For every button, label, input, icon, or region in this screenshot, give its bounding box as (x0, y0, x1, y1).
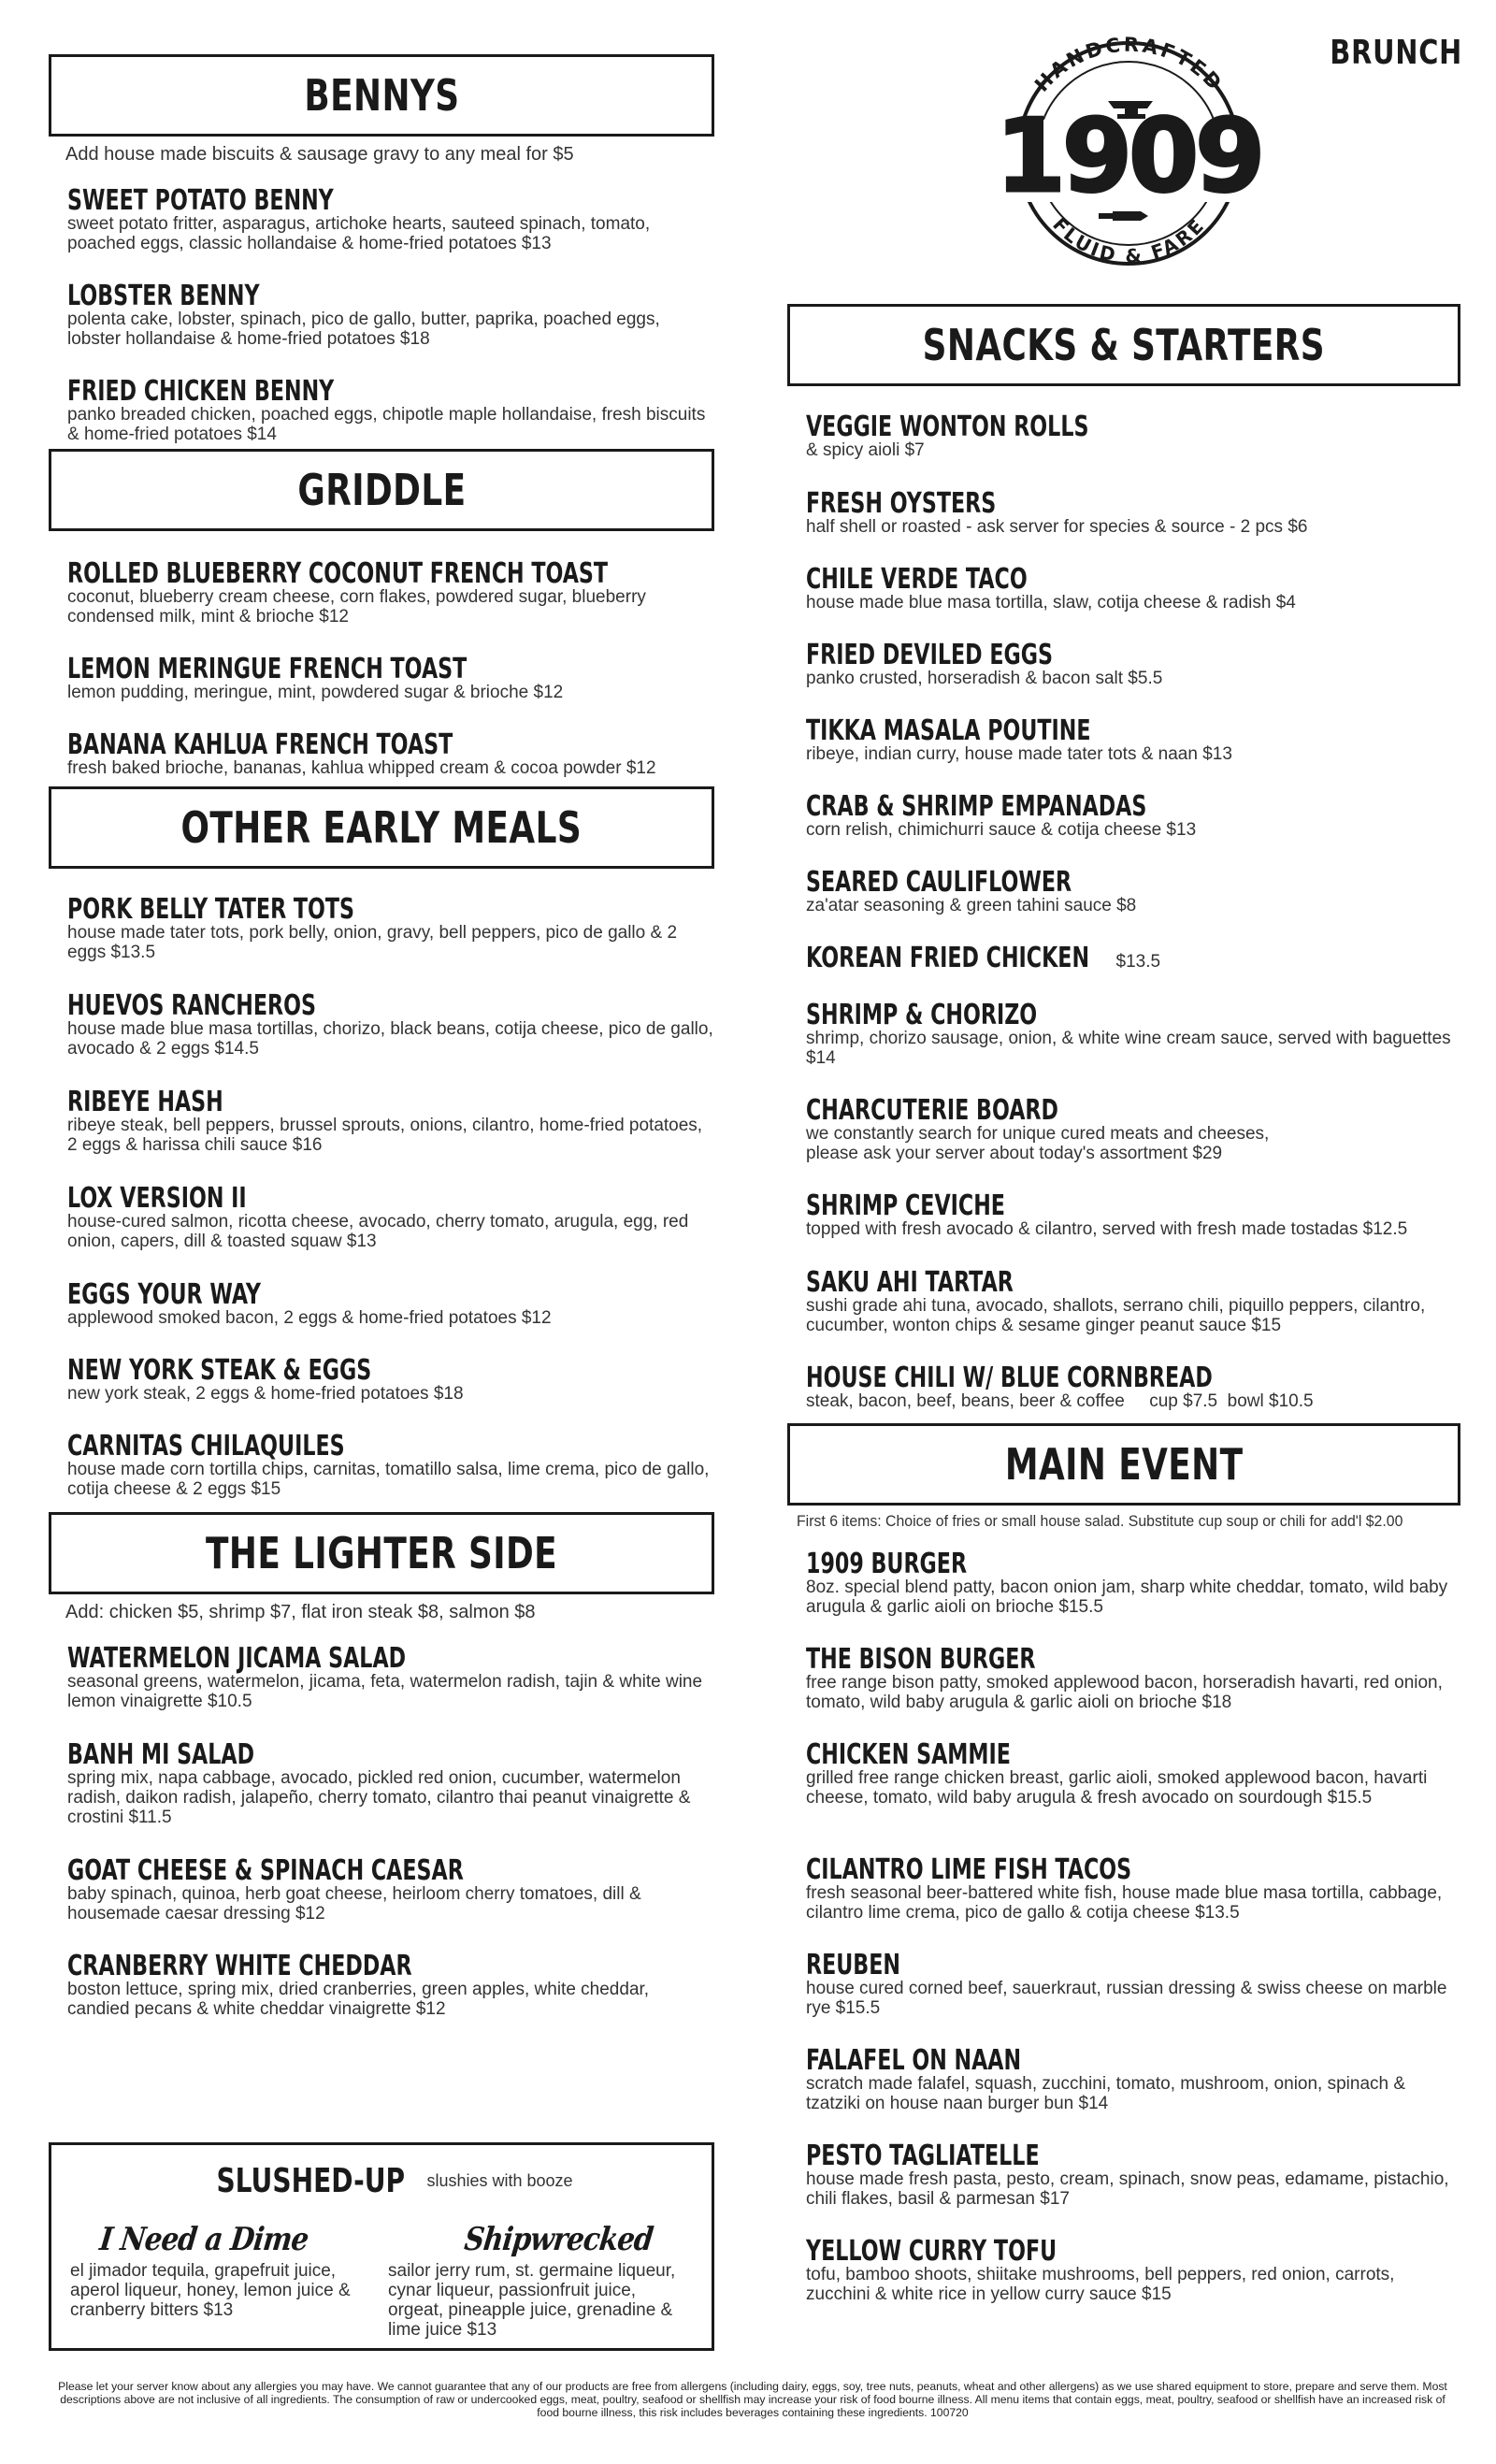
item-desc: house made blue masa tortilla, slaw, cotija cheese & radish $4 (806, 593, 1296, 612)
item-name: FRIED CHICKEN BENNY (67, 375, 335, 408)
menu-item (67, 281, 714, 377)
menu-item (806, 565, 1460, 641)
logo-top-text: HANDCRAFTED (1030, 34, 1228, 96)
item-name: RIBEYE HASH (67, 1086, 223, 1118)
item-desc: fresh seasonal beer-battered white fish, house made blue masa tortilla, cabbage, cilantro lime crema, pico de gallo & cotija cheese $13.5 (806, 1883, 1443, 1923)
item-desc: house cured corned beef, sauerkraut, russian dressing & swiss cheese on marble rye $15.5 (806, 1979, 1447, 2018)
menu-item (67, 730, 714, 786)
menu-item (806, 2237, 1460, 2312)
logo-bottom-text: FLUID & FARE (1048, 212, 1210, 268)
item-desc: 8oz. special blend patty, bacon onion jam, sharp white cheddar, tomato, wild baby arugula & garlic aioli on brioche $15.5 (806, 1578, 1448, 1617)
item-desc: grilled free range chicken breast, garlic aioli, smoked applewood bacon, havarti cheese, tomato, wild baby arugula & fresh avocado on sourdough $15.5 (806, 1768, 1428, 1808)
item-desc: & spicy aioli $7 (806, 440, 925, 460)
item-name: NEW YORK STEAK & EGGS (67, 1354, 372, 1387)
menu-item (806, 2141, 1460, 2237)
item-desc: ribeye steak, bell peppers, brussel sprouts, onions, cilantro, home-fried potatoes, 2 eggs & harissa chili sauce $16 (67, 1116, 703, 1155)
menu-type-label: BRUNCH (1330, 34, 1462, 72)
item-desc: house-cured salmon, ricotta cheese, avocado, cherry tomato, arugula, egg, red onion, capers, dill & toasted squaw $13 (67, 1212, 689, 1251)
item-desc: free range bison patty, smoked applewood bacon, horseradish havarti, red onion, tomato, wild baby arugula & garlic aioli on brioche $18 (806, 1673, 1443, 1712)
item-name: HOUSE CHILI W/ BLUE CORNBREAD (806, 1362, 1213, 1394)
item-desc: scratch made falafel, squash, zucchini, tomato, mushroom, onion, spinach & tzatziki on house naan burger bun $14 (806, 2074, 1406, 2113)
item-desc: spring mix, napa cabbage, avocado, pickled red onion, cucumber, watermelon radish, daikon radish, jalapeño, cherry tomato, cilantro thai peanut vinaigrette & crostini $11.5 (67, 1768, 691, 1827)
menu-item (67, 377, 714, 449)
item-name: LEMON MERINGUE FRENCH TOAST (67, 653, 468, 685)
slushed-up-title: SLUSHED-UP (216, 2162, 406, 2200)
item-desc: tofu, bamboo shoots, shiitake mushrooms, bell peppers, red onion, carrots, zucchini & white rice in yellow curry sauce $15 (806, 2265, 1395, 2304)
item-desc: panko crusted, horseradish & bacon salt $5.5 (806, 669, 1163, 688)
slushed-up-subtitle: slushies with booze (426, 2171, 573, 2190)
menu-item (67, 991, 714, 1088)
item-desc: half shell or roasted - ask server for species & source - 2 pcs $6 (806, 517, 1308, 537)
item-name: SAKU AHI TARTAR (806, 1266, 1014, 1299)
item-name: FRESH OYSTERS (806, 487, 997, 520)
item-name: CHILE VERDE TACO (806, 563, 1028, 596)
menu-item (806, 1191, 1460, 1268)
item-desc: panko breaded chicken, poached eggs, chipotle maple hollandaise, fresh biscuits & home-fried potatoes $14 (67, 405, 706, 444)
item-name: ROLLED BLUEBERRY COCONUT FRENCH TOAST (67, 557, 609, 590)
item-name: SWEET POTATO BENNY (67, 184, 334, 217)
slushed-up-box (49, 2142, 714, 2351)
menu-item (67, 1356, 714, 1432)
menu-item (806, 1363, 1460, 1423)
menu-item (806, 1855, 1460, 1951)
item-desc: za'atar seasoning & green tahini sauce $8 (806, 896, 1137, 915)
menu-item (67, 895, 714, 991)
item-desc: coconut, blueberry cream cheese, corn flakes, powdered sugar, blueberry condensed milk, mint & brioche $12 (67, 587, 646, 627)
item-desc: steak, bacon, beef, beans, beer & coffee cup $7.5 bowl $10.5 (806, 1391, 1314, 1411)
menu-item (806, 1001, 1460, 1096)
item-desc: lemon pudding, meringue, mint, powdered sugar & brioche $12 (67, 683, 564, 702)
item-desc: sushi grade ahi tuna, avocado, shallots, serrano chili, piquillo peppers, cilantro, cucumber, wonton chips & sesame ginger peanut sauce $15 (806, 1296, 1426, 1335)
drink-desc: el jimador tequila, grapefruit juice, aperol liqueur, honey, lemon juice & cranberry bitters $13 (70, 2261, 351, 2320)
item-desc: corn relish, chimichurri sauce & cotija cheese $13 (806, 820, 1197, 840)
item-desc: seasonal greens, watermelon, jicama, feta, watermelon radish, tajin & white wine lemon vinaigrette $10.5 (67, 1672, 703, 1711)
item-name: PESTO TAGLIATELLE (806, 2140, 1040, 2172)
item-desc: sweet potato fritter, asparagus, artichoke hearts, sauteed spinach, tomato, poached eggs, classic hollandaise & home-fried potatoes $13 (67, 214, 651, 253)
item-name: FRIED DEVILED EGGS (806, 639, 1053, 671)
menu-item (806, 1096, 1460, 1191)
item-name: REUBEN (806, 1949, 900, 1981)
allergy-disclaimer: Please let your server know about any allergies you may have. We cannot guarantee that any of our products are free from allergens (including dairy, eggs, soy, tree nuts, peanuts, wheat and other allergens) as we use shared equipment to store, prepare and serve them. Most descriptions above are not inclusive of all ingredients. The consumption of raw or undercooked eggs, meat, poultry, seafood or shellfish may increase your risk of food bourne illness. All menu items that contain eggs, meat, poultry, seafood or shellfish have an increased risk of food bourne illness, this risk includes beverages containing these ingredients. 100720 (58, 2380, 1447, 2419)
item-name: BANH MI SALAD (67, 1738, 254, 1771)
item-name: EGGS YOUR WAY (67, 1278, 261, 1311)
menu-item (806, 1549, 1460, 1645)
item-desc: house made blue masa tortillas, chorizo, black beans, cotija cheese, pico de gallo, avocado & 2 eggs $14.5 (67, 1019, 713, 1059)
item-name: FALAFEL ON NAAN (806, 2044, 1022, 2077)
menu-item (67, 1856, 714, 1952)
section-header-griddle: GRIDDLE (49, 449, 714, 531)
item-name: CILANTRO LIME FISH TACOS (806, 1853, 1132, 1886)
menu-item (806, 2046, 1460, 2141)
item-name: SHRIMP CEVICHE (806, 1189, 1005, 1222)
item-name: LOBSTER BENNY (67, 280, 260, 312)
item-name: PORK BELLY TATER TOTS (67, 893, 355, 926)
item-name: 1909 BURGER (806, 1548, 968, 1580)
menu-item (806, 792, 1460, 868)
item-desc: new york steak, 2 eggs & home-fried potatoes $18 (67, 1384, 464, 1404)
menu-item (67, 1432, 714, 1512)
menu-item (67, 1952, 714, 2026)
item-desc: house made fresh pasta, pesto, cream, spinach, snow peas, edamame, pistachio, chili flakes, basil & parmesan $17 (806, 2169, 1449, 2209)
item-name: BANANA KAHLUA FRENCH TOAST (67, 728, 453, 761)
section-header-snacks-starters: SNACKS & STARTERS (787, 304, 1460, 386)
menu-item (806, 716, 1460, 792)
menu-item (806, 944, 1460, 1001)
menu-item (806, 489, 1460, 565)
menu-item (67, 1644, 714, 1740)
item-name: GOAT CHEESE & SPINACH CAESAR (67, 1854, 464, 1887)
item-name: CARNITAS CHILAQUILES (67, 1430, 345, 1463)
menu-item (67, 1740, 714, 1856)
item-name: SEARED CAULIFLOWER (806, 866, 1072, 899)
item-name: CHICKEN SAMMIE (806, 1738, 1011, 1771)
logo-number: 1909 (995, 98, 1262, 215)
section-header-main-event: MAIN EVENT (787, 1423, 1460, 1506)
item-desc: topped with fresh avocado & cilantro, served with fresh made tostadas $12.5 (806, 1219, 1408, 1239)
menu-item (806, 1645, 1460, 1740)
item-name: VEGGIE WONTON ROLLS (806, 411, 1089, 443)
item-name: LOX VERSION II (67, 1182, 247, 1215)
menu-item (806, 868, 1460, 944)
menu-item (67, 655, 714, 730)
section-note-bennys: Add house made biscuits & sausage gravy to any meal for $5 (65, 144, 574, 165)
item-name: WATERMELON JICAMA SALAD (67, 1642, 407, 1675)
section-header-lighter-side: THE LIGHTER SIDE (49, 1512, 714, 1594)
item-name: HUEVOS RANCHEROS (67, 989, 317, 1022)
menu-item (806, 1268, 1460, 1363)
menu-item (67, 1088, 714, 1184)
drink-item (388, 2220, 697, 2340)
left-column (49, 54, 714, 2026)
menu-item (67, 1280, 714, 1356)
item-name: CRAB & SHRIMP EMPANADAS (806, 790, 1147, 823)
item-name: THE BISON BURGER (806, 1643, 1036, 1676)
item-name: CRANBERRY WHITE CHEDDAR (67, 1950, 412, 1982)
drink-name: Shipwrecked (462, 2221, 655, 2258)
item-name: KOREAN FRIED CHICKEN (806, 942, 1090, 974)
item-desc: fresh baked brioche, bananas, kahlua whipped cream & cocoa powder $12 (67, 758, 656, 778)
item-desc: shrimp, chorizo sausage, onion, & white wine cream sauce, served with baguettes $14 (806, 1029, 1451, 1068)
item-desc: polenta cake, lobster, spinach, pico de gallo, butter, paprika, poached eggs, lobster hollandaise & home-fried potatoes $18 (67, 310, 660, 349)
menu-item (67, 186, 714, 281)
item-desc: applewood smoked bacon, 2 eggs & home-fried potatoes $12 (67, 1308, 552, 1328)
drink-item (70, 2220, 379, 2320)
drink-name: I Need a Dime (97, 2221, 310, 2258)
menu-item (806, 641, 1460, 716)
section-note-lighter-side: Add: chicken $5, shrimp $7, flat iron steak $8, salmon $8 (65, 1602, 536, 1622)
right-column (787, 0, 1460, 2312)
section-header-bennys: BENNYS (49, 54, 714, 137)
item-name: TIKKA MASALA POUTINE (806, 714, 1091, 747)
item-name: SHRIMP & CHORIZO (806, 999, 1038, 1031)
menu-item (806, 1951, 1460, 2046)
item-desc: house made tater tots, pork belly, onion, gravy, bell peppers, pico de gallo & 2 eggs $13.5 (67, 923, 678, 962)
menu-item (806, 1740, 1460, 1855)
item-desc: we constantly search for unique cured meats and cheeses, please ask your server about today's assortment $29 (806, 1124, 1270, 1163)
item-name: YELLOW CURRY TOFU (806, 2235, 1057, 2268)
section-header-other-early-meals: OTHER EARLY MEALS (49, 786, 714, 869)
section-note-main-event: First 6 items: Choice of fries or small house salad. Substitute cup soup or chili for add'l $2.00 (797, 1513, 1403, 1530)
item-desc: ribeye, indian curry, house made tater tots & naan $13 (806, 744, 1232, 764)
item-desc: house made corn tortilla chips, carnitas, tomatillo salsa, lime crema, pico de gallo, cotija cheese & 2 eggs $15 (67, 1460, 710, 1499)
item-price: $13.5 (1115, 952, 1161, 972)
menu-item (67, 559, 714, 655)
item-desc: boston lettuce, spring mix, dried cranberries, green apples, white cheddar, candied pecans & white cheddar vinaigrette $12 (67, 1980, 650, 2019)
item-desc: baby spinach, quinoa, herb goat cheese, heirloom cherry tomatoes, dill & housemade caesar dressing $12 (67, 1884, 641, 1924)
item-name: CHARCUTERIE BOARD (806, 1094, 1058, 1127)
menu-item (806, 412, 1460, 489)
drink-desc: sailor jerry rum, st. germaine liqueur, cynar liqueur, passionfruit juice, orgeat, pineapple juice, grenadine & lime juice $13 (388, 2261, 676, 2340)
menu-item (67, 1184, 714, 1280)
